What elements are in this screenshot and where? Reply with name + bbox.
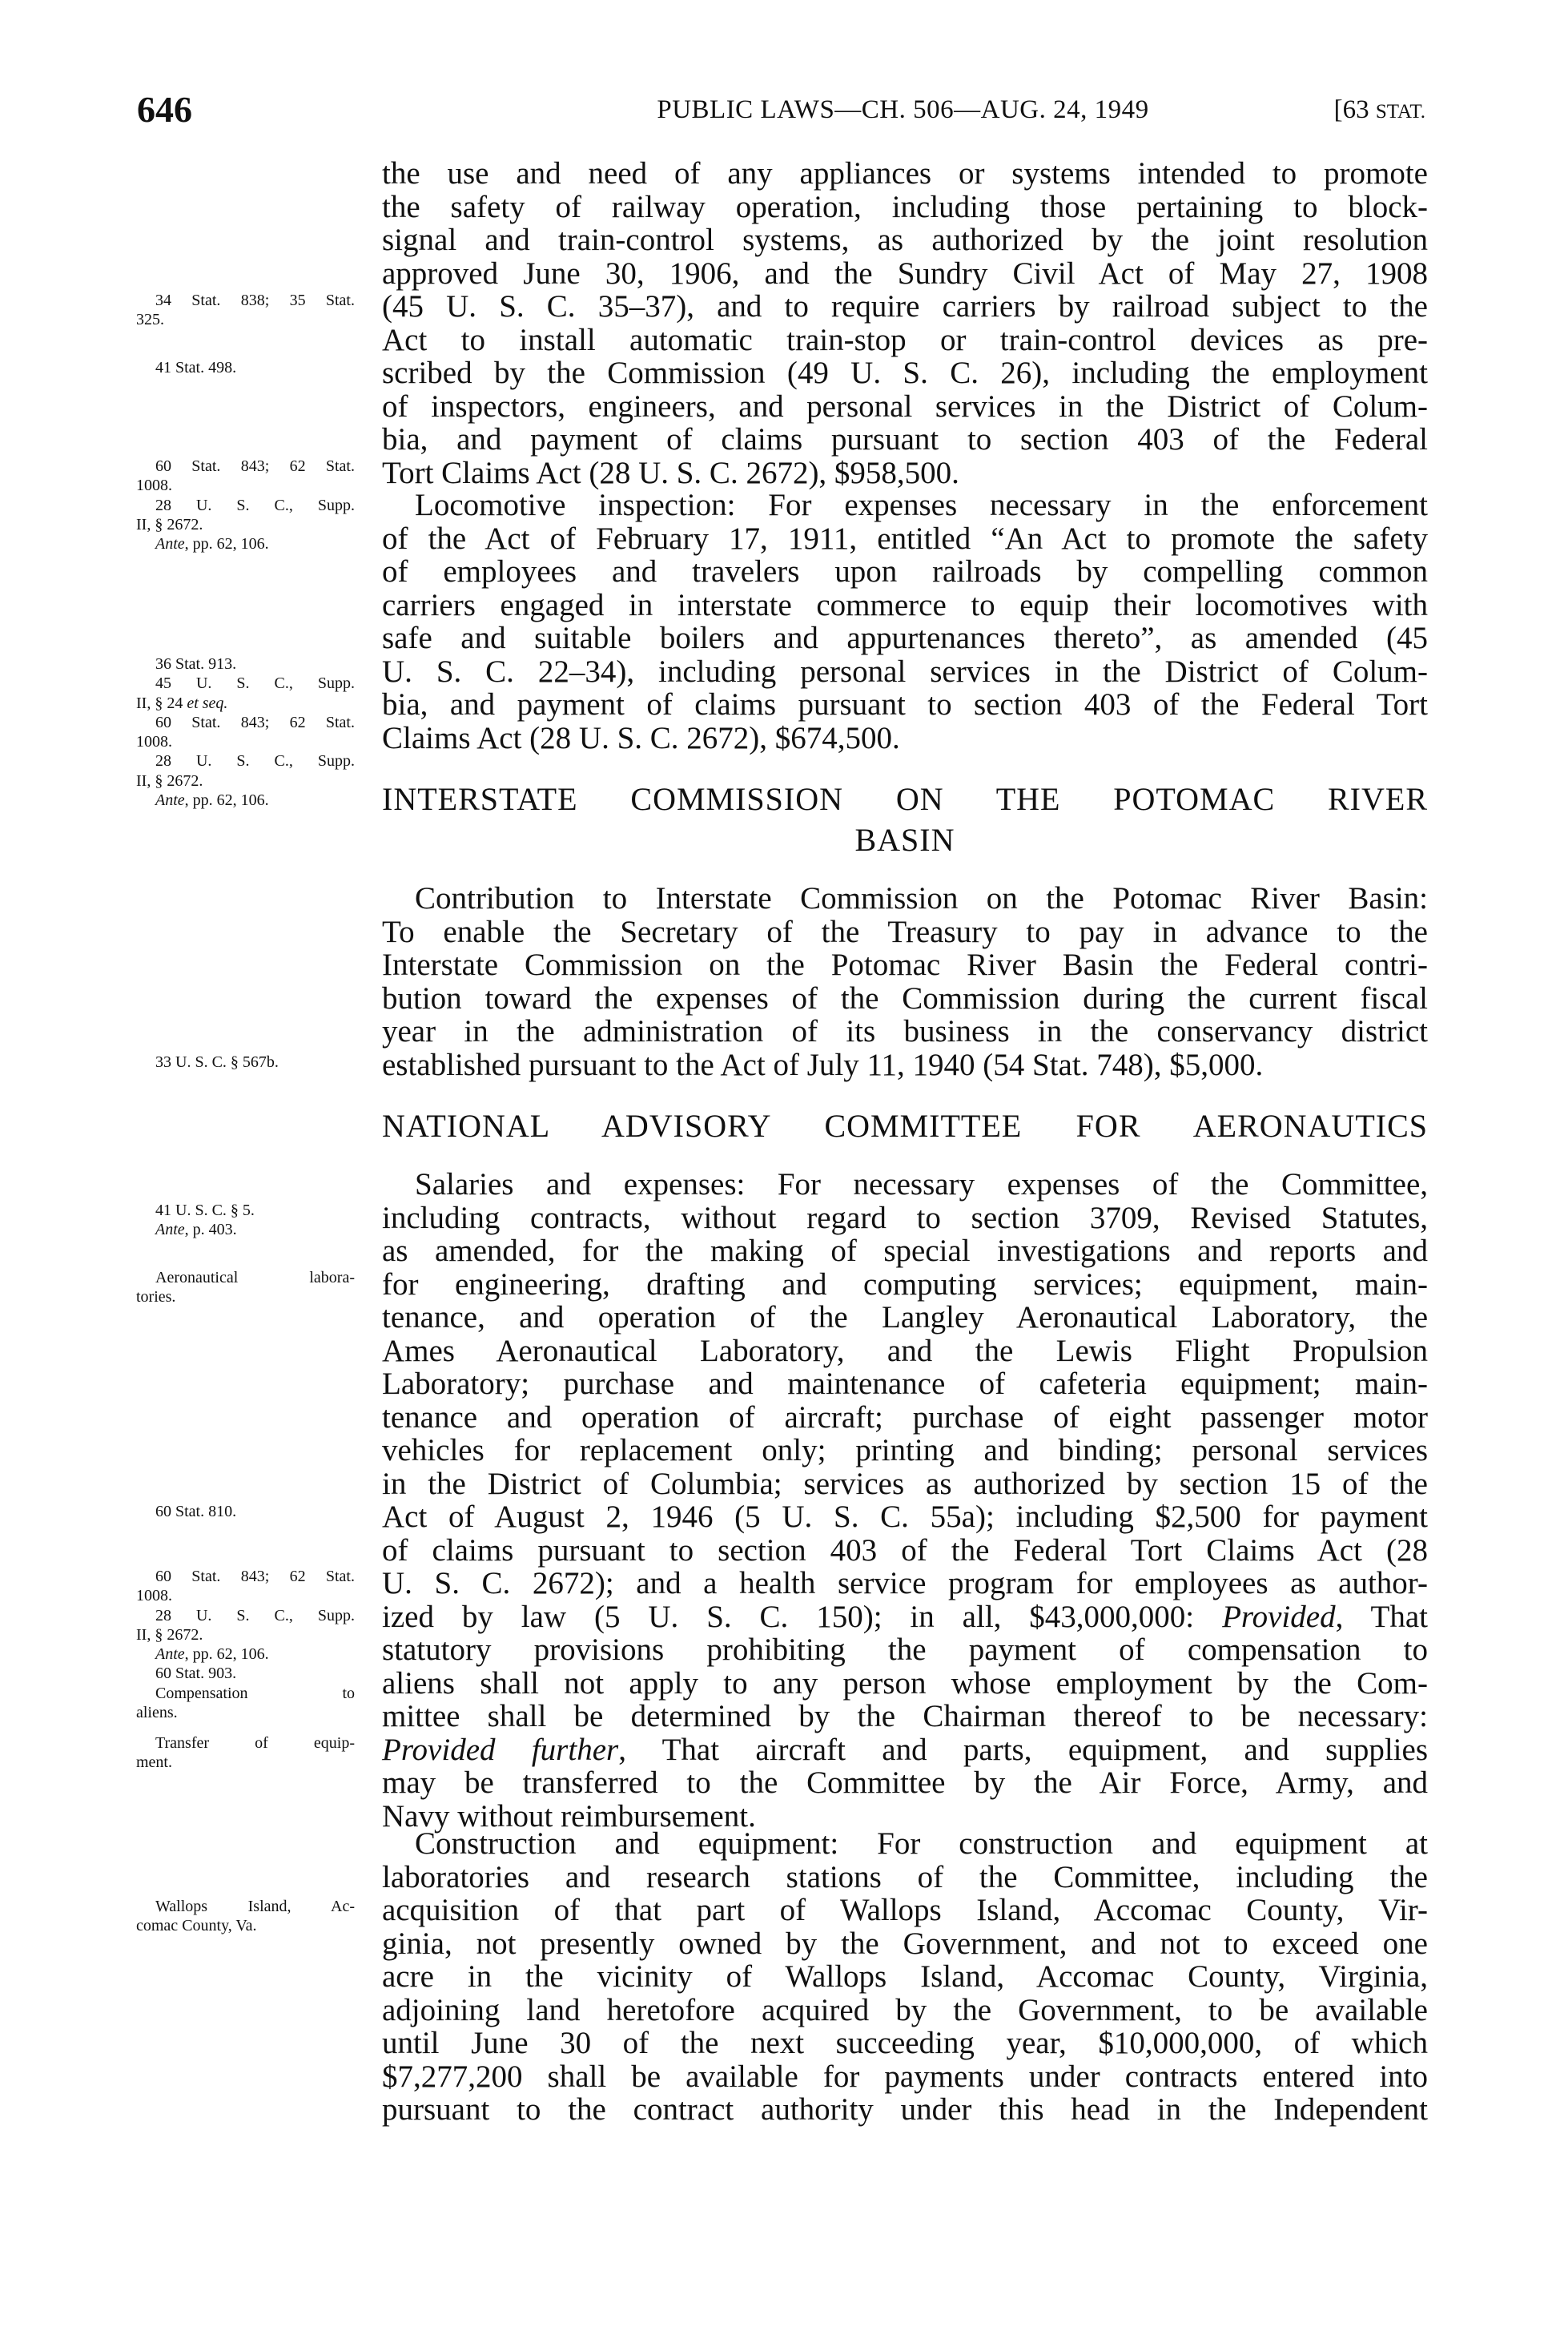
text-line xyxy=(382,1600,1428,1634)
margin-note-line xyxy=(136,291,355,310)
text-line xyxy=(382,1202,1428,1235)
text-run: year in the administration of its business in the conservancy district xyxy=(382,1014,1428,1049)
text-run: 1008. xyxy=(136,733,172,751)
text-line xyxy=(382,1567,1428,1600)
text-run: 60 Stat. 903. xyxy=(155,1665,237,1683)
margin-note-line xyxy=(136,1753,355,1772)
text-run: carriers engaged in interstate commerce to equip their locomotives with xyxy=(382,587,1428,622)
text-run: 45 U. S. C., Supp. xyxy=(155,674,355,693)
margin-note-line xyxy=(136,713,355,732)
text-run: aliens shall not apply to any person whose employment by the Com- xyxy=(382,1665,1428,1701)
text-line xyxy=(382,688,1428,722)
text-run: Transfer of equip- xyxy=(155,1734,355,1752)
text-run: comac County, Va. xyxy=(136,1917,257,1935)
section-heading xyxy=(382,779,1428,860)
text-run: laboratories and research stations of the Committee, including the xyxy=(382,1859,1428,1894)
text-run: bution toward the expenses of the Commission during the current fiscal xyxy=(382,980,1428,1016)
text-run: scribed by the Commission (49 U. S. C. 26), including the employment xyxy=(382,356,1428,390)
text-run: tories. xyxy=(136,1288,176,1306)
text-run: II, § 24 xyxy=(136,694,187,712)
text-line xyxy=(382,1633,1428,1667)
margin-note-line xyxy=(136,358,355,377)
text-run: 33 U. S. C. § 567b. xyxy=(155,1053,279,1071)
text-line xyxy=(382,1049,1428,1082)
text-run: 28 U. S. C., Supp. xyxy=(155,1606,355,1624)
text-run: Aeronautical labora- xyxy=(155,1269,355,1286)
text-line xyxy=(382,489,1428,522)
margin-note-line xyxy=(136,1201,355,1220)
text-line xyxy=(382,1434,1428,1467)
text-run: safe and suitable boilers and appurtenances thereto”, as amended (45 xyxy=(382,621,1428,655)
text-run: tenance and operation of aircraft; purchase of eight passenger motor xyxy=(382,1399,1428,1435)
margin-note xyxy=(136,1201,355,1240)
text-line xyxy=(382,1733,1428,1767)
margin-note-line xyxy=(136,654,355,674)
text-line xyxy=(382,1467,1428,1501)
text-line xyxy=(382,2027,1428,2060)
text-run: 325. xyxy=(136,311,164,329)
text-line xyxy=(382,1367,1428,1401)
text-run: in the District of Columbia; services as authorized by section 15 of the xyxy=(382,1466,1428,1501)
text-line xyxy=(382,223,1428,257)
text-line xyxy=(382,157,1428,191)
text-run: II, § 2672. xyxy=(136,771,203,790)
text-line xyxy=(382,1534,1428,1568)
margin-note xyxy=(136,1268,355,1307)
margin-note-line xyxy=(136,310,355,329)
text-run: 41 Stat. 498. xyxy=(155,359,237,376)
margin-note-line xyxy=(136,1645,355,1664)
italic-text-run: Ante xyxy=(155,791,185,810)
text-run: adjoining land heretofore acquired by the Government, to be available xyxy=(382,1992,1428,2027)
text-run: of claims pursuant to section 403 of the Federal Tort Claims Act (28 xyxy=(382,1532,1428,1568)
text-line xyxy=(382,257,1428,291)
margin-note xyxy=(136,358,355,377)
margin-note-line xyxy=(136,1897,355,1916)
text-run: bia, and payment of claims pursuant to section 403 of the Federal Tort xyxy=(382,687,1428,722)
text-line xyxy=(382,1766,1428,1800)
margin-note-line xyxy=(136,1733,355,1753)
margin-note xyxy=(136,1733,355,1773)
section-heading xyxy=(382,1105,1428,1146)
text-run: Tort Claims Act (28 U. S. C. 2672), $958,500. xyxy=(382,455,959,490)
text-run: until June 30 of the next succeeding year, $10,000,000, of which xyxy=(382,2026,1428,2060)
margin-note-line xyxy=(136,1287,355,1306)
text-line xyxy=(382,290,1428,324)
text-line xyxy=(382,324,1428,357)
margin-note xyxy=(136,457,355,554)
text-run: To enable the Secretary of the Treasury to pay in advance to the xyxy=(382,914,1428,949)
text-line xyxy=(382,779,1428,819)
text-line xyxy=(382,457,1428,490)
text-run: $7,277,200 shall be available for payments under contracts entered into xyxy=(382,2059,1428,2094)
text-line xyxy=(382,1168,1428,1202)
text-run: 60 Stat. 843; 62 Stat. xyxy=(155,1568,355,1585)
margin-note-line xyxy=(136,771,355,791)
text-line xyxy=(382,1268,1428,1302)
text-run: , pp. 62, 106. xyxy=(184,791,269,810)
text-line xyxy=(382,1994,1428,2027)
margin-note-line xyxy=(136,791,355,810)
paragraph xyxy=(382,1827,1428,2127)
margin-note-line xyxy=(136,1268,355,1287)
text-line xyxy=(382,423,1428,457)
text-run: Construction and equipment: For construction and equipment at xyxy=(415,1826,1428,1861)
text-run: bia, and payment of claims pursuant to section 403 of the Federal xyxy=(382,422,1428,457)
margin-note-line xyxy=(136,534,355,554)
margin-note-line xyxy=(136,515,355,534)
text-run: Compensation to xyxy=(155,1684,355,1702)
text-run: INTERSTATE COMMISSION ON THE POTOMAC RIVER xyxy=(382,781,1428,817)
text-line xyxy=(382,522,1428,556)
text-line xyxy=(382,2060,1428,2094)
text-run: acre in the vicinity of Wallops Island, Accomac County, Virginia, xyxy=(382,1959,1428,1994)
text-line xyxy=(382,555,1428,589)
text-run: statutory provisions prohibiting the payment of compensation to xyxy=(382,1632,1428,1667)
italic-text-run: Ante xyxy=(155,1221,185,1239)
text-run: the safety of railway operation, including those pertaining to block- xyxy=(382,189,1428,224)
text-run: 28 U. S. C., Supp. xyxy=(155,496,355,514)
text-line xyxy=(382,2093,1428,2127)
text-run: vehicles for replacement only; printing and binding; personal services xyxy=(382,1433,1428,1467)
margin-note-line xyxy=(136,1502,355,1521)
text-line xyxy=(382,356,1428,390)
margin-note-line xyxy=(136,1586,355,1605)
text-run: of the Act of February 17, 1911, entitled “An Act to promote the safety xyxy=(382,521,1428,556)
text-line xyxy=(382,655,1428,689)
text-line xyxy=(382,882,1428,916)
text-line xyxy=(382,1234,1428,1268)
text-run: Act to install automatic train-stop or train-control devices as pre- xyxy=(382,322,1428,357)
text-line xyxy=(382,1700,1428,1733)
text-run: ized by law (5 U. S. C. 150); in all, $43,000,000: xyxy=(382,1599,1223,1634)
text-line xyxy=(382,589,1428,622)
margin-note-line xyxy=(136,1664,355,1683)
text-line xyxy=(382,722,1428,755)
text-run: Interstate Commission on the Potomac River Basin the Federal contri- xyxy=(382,948,1428,982)
text-run: pursuant to the contract authority under this head in the Independent xyxy=(382,2092,1428,2127)
text-run: 34 Stat. 838; 35 Stat. xyxy=(155,292,355,309)
paragraph xyxy=(382,489,1428,755)
text-run: Locomotive inspection: For expenses necessary in the enforcement xyxy=(415,488,1428,522)
text-run: approved June 30, 1906, and the Sundry Civil Act of May 27, 1908 xyxy=(382,256,1428,291)
margin-note-line xyxy=(136,457,355,476)
text-run: NATIONAL ADVISORY COMMITTEE FOR AERONAUTICS xyxy=(382,1108,1428,1144)
text-run: mittee shall be determined by the Chairman thereof to be necessary: xyxy=(382,1699,1428,1733)
paragraph xyxy=(382,1168,1428,1833)
margin-note-line xyxy=(136,1916,355,1935)
margin-note-line xyxy=(136,1625,355,1645)
margin-note-line xyxy=(136,1220,355,1239)
text-run: Salaries and expenses: For necessary expenses of the Committee, xyxy=(415,1167,1428,1202)
margin-note-line xyxy=(136,476,355,495)
text-run: for engineering, drafting and computing services; equipment, main- xyxy=(382,1266,1428,1302)
text-run: of employees and travelers upon railroads by compelling common xyxy=(382,554,1428,589)
text-run: 60 Stat. 843; 62 Stat. xyxy=(155,713,355,731)
text-line xyxy=(382,1827,1428,1861)
text-line xyxy=(382,191,1428,224)
text-line xyxy=(382,1401,1428,1435)
text-line xyxy=(382,1500,1428,1534)
volume-bracket: [63 xyxy=(1333,95,1376,124)
italic-text-run: Provided xyxy=(1222,1599,1336,1634)
text-run: aliens. xyxy=(136,1704,178,1722)
text-run: , p. 403. xyxy=(184,1221,237,1239)
text-line xyxy=(382,1301,1428,1335)
text-run: II, § 2672. xyxy=(136,1625,203,1644)
text-line xyxy=(382,622,1428,655)
text-line xyxy=(382,1015,1428,1049)
margin-note-line xyxy=(136,732,355,751)
margin-note xyxy=(136,1897,355,1936)
running-head: PUBLIC LAWS—CH. 506—AUG. 24, 1949 xyxy=(657,95,1149,124)
italic-text-run: Ante xyxy=(155,535,185,554)
text-run: Contribution to Interstate Commission on the Potomac River Basin: xyxy=(415,881,1428,916)
text-run: BASIN xyxy=(854,822,955,858)
text-run: including contracts, without regard to section 3709, Revised Statutes, xyxy=(382,1200,1428,1235)
text-line xyxy=(382,948,1428,982)
text-run: 36 Stat. 913. xyxy=(155,655,237,673)
text-run: 1008. xyxy=(136,1587,172,1605)
text-run: U. S. C. 22–34), including personal services in the District of Colum- xyxy=(382,654,1428,689)
italic-text-run: Provided further xyxy=(382,1732,619,1767)
text-line xyxy=(382,1927,1428,1961)
text-run: 60 Stat. 810. xyxy=(155,1503,237,1520)
text-run: , That xyxy=(1335,1599,1428,1634)
text-run: the use and need of any appliances or systems intended to promote xyxy=(382,156,1428,191)
margin-note xyxy=(136,654,355,810)
text-run: Navy without reimbursement. xyxy=(382,1798,756,1834)
text-line xyxy=(382,982,1428,1016)
text-run: Wallops Island, Ac- xyxy=(155,1898,355,1915)
page-number: 646 xyxy=(137,89,192,130)
text-line xyxy=(382,1105,1428,1146)
text-run: Laboratory; purchase and maintenance of cafeteria equipment; main- xyxy=(382,1367,1428,1401)
margin-note-line xyxy=(136,674,355,693)
text-run: Claims Act (28 U. S. C. 2672), $674,500. xyxy=(382,720,900,755)
margin-note xyxy=(136,1567,355,1722)
paragraph xyxy=(382,882,1428,1081)
text-line xyxy=(382,390,1428,424)
text-run: acquisition of that part of Wallops Island, Accomac County, Vir- xyxy=(382,1893,1428,1927)
margin-note-line xyxy=(136,496,355,515)
margin-note-line xyxy=(136,751,355,771)
text-line xyxy=(382,1894,1428,1927)
margin-note-line xyxy=(136,694,355,713)
text-run: 1008. xyxy=(136,477,172,495)
text-run: ment. xyxy=(136,1753,172,1772)
margin-note-line xyxy=(136,1567,355,1586)
text-run: , pp. 62, 106. xyxy=(184,1645,269,1664)
text-run: II, § 2672. xyxy=(136,515,203,533)
text-run: signal and train-control systems, as authorized by the joint resolution xyxy=(382,223,1428,257)
text-run: U. S. C. 2672); and a health service program for employees as author- xyxy=(382,1566,1428,1600)
text-run: , pp. 62, 106. xyxy=(184,535,269,554)
text-run: (45 U. S. C. 35–37), and to require carriers by railroad subject to the xyxy=(382,289,1428,324)
italic-text-run: Ante xyxy=(155,1645,185,1664)
text-run: as amended, for the making of special investigations and reports and xyxy=(382,1234,1428,1268)
text-run: ginia, not presently owned by the Government, and not to exceed one xyxy=(382,1926,1428,1961)
italic-text-run: et seq. xyxy=(187,694,228,712)
margin-note-line xyxy=(136,1053,355,1072)
margin-note-line xyxy=(136,1606,355,1625)
margin-note xyxy=(136,1053,355,1072)
volume-label: STAT. xyxy=(1375,101,1425,123)
text-line xyxy=(382,916,1428,949)
text-line xyxy=(382,1335,1428,1368)
text-line xyxy=(382,1960,1428,1994)
text-run: tenance, and operation of the Langley Aeronautical Laboratory, the xyxy=(382,1300,1428,1335)
paragraph xyxy=(382,157,1428,489)
margin-note-line xyxy=(136,1684,355,1703)
text-run: 28 U. S. C., Supp. xyxy=(155,752,355,771)
text-run: established pursuant to the Act of July 11, 1940 (54 Stat. 748), $5,000. xyxy=(382,1047,1264,1082)
text-run: Act of August 2, 1946 (5 U. S. C. 55a); including $2,500 for payment xyxy=(382,1500,1428,1534)
text-run: of inspectors, engineers, and personal services in the District of Colum- xyxy=(382,388,1428,424)
margin-note-line xyxy=(136,1703,355,1722)
text-run: 60 Stat. 843; 62 Stat. xyxy=(155,457,355,475)
text-run: may be transferred to the Committee by the Air Force, Army, and xyxy=(382,1765,1428,1800)
text-run: Ames Aeronautical Laboratory, and the Lewis Flight Propulsion xyxy=(382,1333,1428,1368)
text-line xyxy=(382,1667,1428,1701)
text-line xyxy=(382,1861,1428,1894)
text-run: , That aircraft and parts, equipment, and supplies xyxy=(618,1732,1429,1767)
text-line xyxy=(382,819,1428,860)
text-run: 41 U. S. C. § 5. xyxy=(155,1202,255,1219)
margin-note xyxy=(136,1502,355,1521)
margin-note xyxy=(136,291,355,330)
volume-reference xyxy=(1334,90,1425,130)
